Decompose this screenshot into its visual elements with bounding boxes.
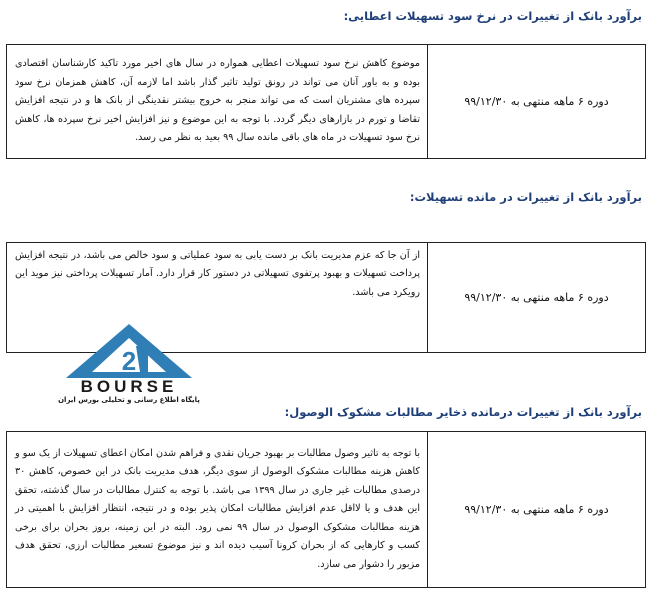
description-cell: موضوع کاهش نرخ سود تسهیلات اعطایی همواره در سال های اخیر مورد تاکید کارشناسان اقتصادی بوده و به باور آنان می تواند در رونق تولید تاثیر گذار باشد اما لازمه آن، کاهش همزمان نرخ سود سپرده های مشتریان است که می تواند منجر به خروج بیشتر نقدینگی از بانک ها و در نتیجه افزایش تقاضا و تورم در بازارهای دیگر گردد. با توجه به این موضوع و نیز افزایش اخیر نرخ سپرده ها، کاهش نرخ سود تسهیلات در ماه های باقی مانده سال ۹۹ بعید به نظر می رسد. [7,45,428,159]
section-heading-loan-balance: برآورد بانک از تغییرات در مانده تسهیلات: [409,190,642,204]
logo-word: BOURSE [80,377,178,396]
table-row [7,432,646,588]
logo-subtitle: پایگاه اطلاع رسانی و تحلیلی بورس ایران [58,396,200,404]
period-cell: دوره ۶ ماهه منتهی به ۹۹/۱۲/۳۰ [428,432,646,588]
section-heading-loan-rate: برآورد بانک از تغییرات در نرخ سود تسهیلات اعطایی: [343,9,642,23]
bourse-logo [54,320,204,406]
table-row [7,45,646,159]
period-cell: دوره ۶ ماهه منتهی به ۹۹/۱۲/۳۰ [428,243,646,353]
description-cell: از آن جا که عزم مدیریت بانک بر دست یابی به سود عملیاتی و سود خالص می باشد، در نتیجه افزایش پرداخت تسهیلات و بهبود پرتفوی تسهیلاتی در دستور کار قرار دارد. آمار تسهیلات پرداختی نیز موید این رویکرد می باشد. [7,243,428,353]
section-heading-doubtful-reserves: برآورد بانک از تغییرات درمانده ذخایر مطالبات مشکوک الوصول: [284,405,642,419]
loan-rate-table [6,44,646,159]
description-cell: با توجه به تاثیر وصول مطالبات بر بهبود جریان نقدی و فراهم شدن امکان اعطای تسهیلات از یک سو و کاهش هزینه مطالبات مشکوک الوصول از سوی دیگر، هدف مدیریت بانک در این خصوص، کاهش ۳۰ درصدی مطالبات غیر جاری در سال ۱۳۹۹ می باشد. با توجه به کنترل مطالبات در سال گذشته، تحقق این هدف و یا لااقل عدم افزایش مطالبات امکان پذیر بوده و در نتیجه، انتظار افزایش با اهمیتی در هزینه مطالبات مشکوک الوصول در سال ۹۹ نمی رود. البته در این زمینه، بروز بحران برای برخی کسب و کارهایی که از بحران کرونا آسیب دیده اند و نیز موضوع تسعیر مطالبات ارزی، تحقق هدف مزبور را دشوار می سازد. [7,432,428,588]
period-cell: دوره ۶ ماهه منتهی به ۹۹/۱۲/۳۰ [428,45,646,159]
bourse-mountain-icon [54,320,204,380]
doubtful-reserves-table [6,431,646,588]
svg-text:2: 2 [121,346,137,376]
